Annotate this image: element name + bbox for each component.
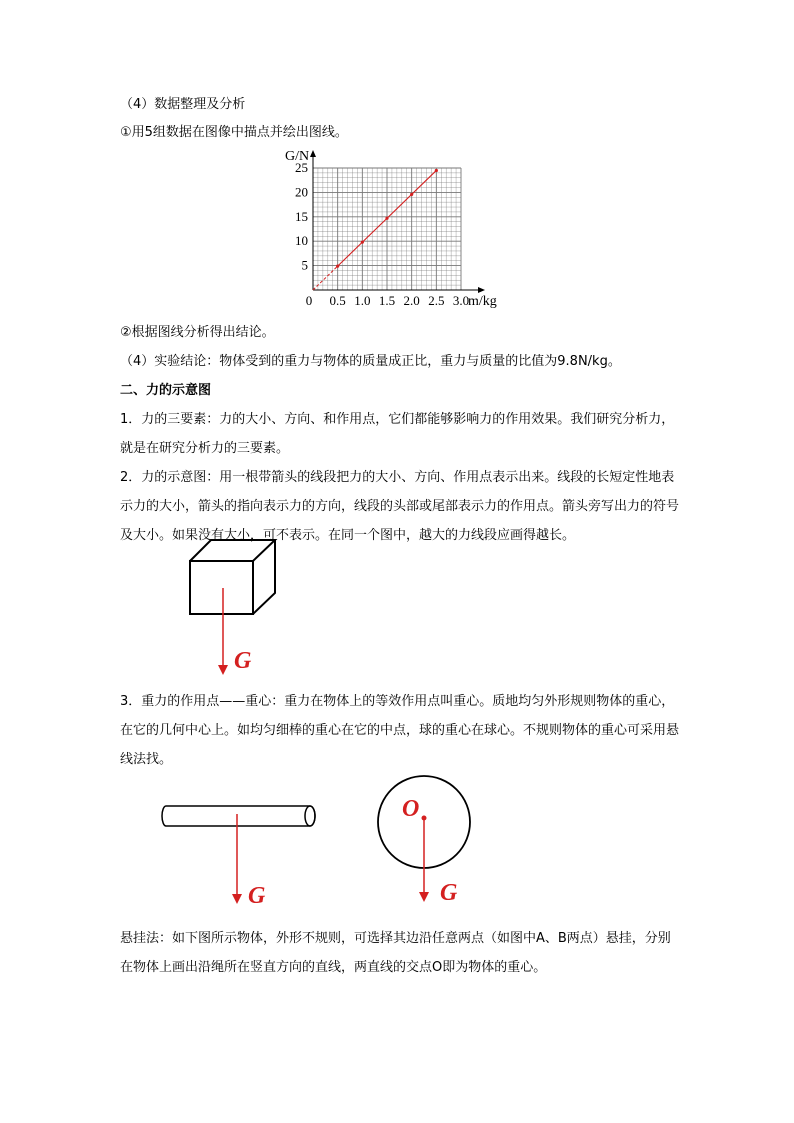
gravity-arrowhead <box>232 894 242 904</box>
data-point <box>385 217 388 220</box>
data-point <box>435 169 438 172</box>
x-tick-label: 0.5 <box>329 293 346 308</box>
x-axis-arrow <box>478 287 485 293</box>
gravity-arrowhead <box>218 665 228 675</box>
step-1: ①用5组数据在图像中描点并绘出图线。 <box>120 125 348 140</box>
force-symbol-g: G <box>234 648 252 674</box>
center-label-o: O <box>402 796 420 822</box>
rod-figure <box>158 800 328 915</box>
data-point <box>361 241 364 244</box>
y-axis-arrow <box>310 150 316 157</box>
g-m-chart <box>280 150 510 310</box>
force-symbol-g: G <box>248 883 266 909</box>
series-extrapolation-line <box>313 266 338 290</box>
step-2: ②根据图线分析得出结论。 <box>120 325 275 340</box>
y-tick-label: 10 <box>295 233 308 249</box>
section-2-title: 二、力的示意图 <box>120 383 212 398</box>
x-axis-label: m/kg <box>468 294 497 309</box>
paragraph-three-elements: 1．力的三要素：力的大小、方向、和作用点，它们都能够影响力的作用效果。我们研究分析力，就是在研究分析力的三要素。 <box>120 412 675 456</box>
y-tick-label: 25 <box>295 160 308 175</box>
x-tick-label: 3.0 <box>452 293 470 308</box>
x-tick-label: 1.5 <box>378 293 396 308</box>
x-tick-label: 2.0 <box>403 293 420 308</box>
data-point <box>336 264 339 267</box>
y-tick-label: 5 <box>301 257 308 273</box>
rod-end <box>305 806 315 826</box>
cube-front-face <box>190 561 253 614</box>
data-heading: （4）数据整理及分析 <box>120 97 246 112</box>
x-tick-label: 2.5 <box>428 293 445 308</box>
data-point <box>410 193 413 196</box>
paragraph-force-diagram: 2．力的示意图：用一根带箭头的线段把力的大小、方向、作用点表示出来。线段的长短定性地表示力的大小，箭头的指向表示力的方向，线段的头部或尾部表示力的作用点。箭头旁写出力的符号及大小。如果没有大小，可不表示。在同一个图中，越大的力线段应画得越长。 <box>120 470 680 543</box>
paragraph-center-of-gravity: 3．重力的作用点——重心：重力在物体上的等效作用点叫重心。质地均匀外形规则物体的重心，在它的几何中心上。如均匀细棒的重心在它的中点，球的重心在球心。不规则物体的重心可采用悬线法找。 <box>120 694 680 767</box>
rod-body <box>162 806 315 826</box>
x-tick-label: 1.0 <box>354 293 371 308</box>
gravity-arrowhead <box>419 892 429 902</box>
sphere-figure <box>372 770 492 910</box>
paragraph-suspension-method: 悬挂法：如下图所示物体，外形不规则，可选择其边沿任意两点（如图中A、B两点）悬挂，分别在物体上画出沿绳所在竖直方向的直线，两直线的交点O即为物体的重心。 <box>120 931 671 975</box>
y-axis-label: G/N <box>285 149 310 164</box>
cube-top-face <box>190 540 275 561</box>
y-tick-label: 15 <box>295 208 308 224</box>
experiment-conclusion: （4）实验结论：物体受到的重力与物体的质量成正比，重力与质量的比值为9.8N/kg。 <box>120 354 621 369</box>
x-tick-label: 0 <box>305 293 313 308</box>
y-tick-label: 20 <box>295 184 308 200</box>
cube-figure <box>185 535 305 685</box>
force-symbol-g: G <box>440 880 458 906</box>
